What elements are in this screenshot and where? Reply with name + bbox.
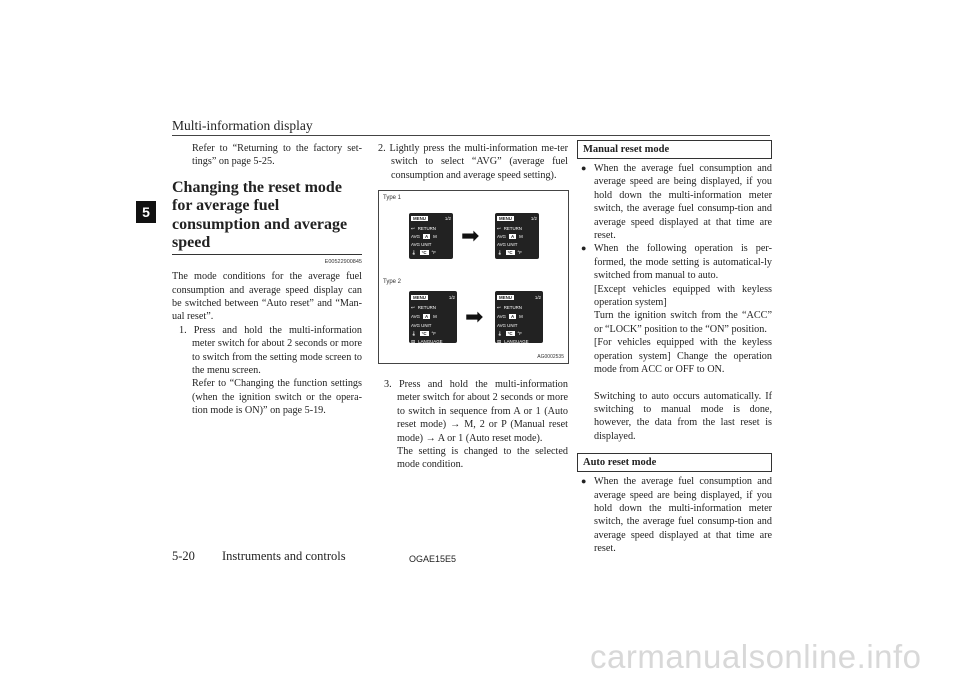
intro-paragraph: The mode conditions for the average fuel consumption and average speed display can be switched between “Auto reset” and “Man-ual reset”. [172,271,362,323]
unit-c: °C [507,331,513,336]
page-indicator: 1/2 [534,295,541,300]
display-screen [495,213,539,259]
manual-bullet-2-note: Switching to auto occurs automatically. If switching to manual mode is done, however, the data from the last reset is displayed. [594,390,772,442]
running-header: Multi-information display [172,118,313,133]
column-middle [378,142,568,182]
avg-unit-label: AVG UNIT [411,242,432,247]
avg-unit-label: AVG UNIT [411,323,432,328]
return-label: RETURN [503,305,522,310]
mode-a: A [424,314,429,319]
watermark[interactable]: carmanualsonline.info [590,638,922,675]
mode-m: M [519,314,523,319]
arrow-right-icon: ➡ [465,305,484,330]
manual-bullet-1: ● When the average fuel consumption and average speed are being displayed, if you hold down the multi-information meter switch, the average fuel consump-tion and average speed displayed at that time are reset. [581,162,772,242]
display-screen [409,291,457,343]
column-middle-steps [384,378,568,472]
unit-f: °F [431,250,436,255]
unit-c: °C [507,250,513,255]
thermometer-icon: 🌡 [497,330,503,336]
menu-label: MENU [413,295,426,300]
thermometer-icon: 🌡 [411,330,417,336]
unit-c: °C [421,250,427,255]
header-rule [172,135,770,136]
ref-code: E00522900845 [324,258,362,265]
mode-a: A [510,314,515,319]
step-3: 3. Press and hold the multi-information meter switch for about 2 seconds or more to switch in sequence from A or 1 (Auto reset mode) → M, 2 or P (Manual reset mode) → A or 1 (Auto reset mode). [384,379,568,444]
unit-f: °F [517,331,522,336]
avg-label: AVG [497,314,506,319]
intro-text: Refer to “Returning to the factory set-tings” on page 5-25. [192,143,362,168]
language-label: LANGUAGE [504,339,529,344]
thermometer-icon: 🌡 [497,249,503,255]
avg-label: AVG [411,234,420,239]
manual-bullet-2: ● When the following operation is per-formed, the mode setting is automatical-ly switched from manual to auto. [581,242,772,282]
step-1-note: Refer to “Changing the function settings (when the ignition switch or the opera-tion mode is ON)” on page 5-19. [192,378,362,417]
page-indicator: 1/2 [530,216,537,221]
return-label: RETURN [417,226,436,231]
return-label: RETURN [503,226,522,231]
arrow-right-icon: ➡ [461,224,480,249]
mode-a: A [424,234,429,239]
mode-m: M [433,314,437,319]
footer-section: Instruments and controls [222,549,346,563]
column-right [577,140,772,556]
mode-a: A [510,234,515,239]
step-3-note: The setting is changed to the selected mode condition. [397,446,568,471]
section-heading: Changing the reset mode for average fuel consumption and average speed [172,178,348,252]
thermometer-icon: 🌡 [411,249,417,255]
mode-m: M [519,234,523,239]
return-icon: ↩ [497,304,501,310]
avg-unit-label: AVG UNIT [497,242,518,247]
mode-m: M [433,234,437,239]
heading-rule [172,254,362,255]
figure-code: AG0002535 [537,354,564,360]
page-number: 5-20 [172,549,195,563]
return-label: RETURN [417,305,436,310]
footer-code: OGAE15E5 [409,554,457,564]
type-1-label: Type 1 [383,195,402,201]
language-icon: ▤ [411,338,416,344]
auto-bullet-1: ● When the average fuel consumption and average speed are being displayed, if you hold down the multi-information meter switch, the average fuel consump-tion and average speed displayed at that time are reset. [581,475,772,555]
menu-figure [378,190,569,364]
page-indicator: 1/2 [444,216,451,221]
menu-label: MENU [413,216,426,221]
step-2: 2. Lightly press the multi-information me-ter switch to select “AVG” (average fuel consumption and average speed setting). [378,143,568,181]
avg-label: AVG [411,314,420,319]
manual-bullet-2-except: [Except vehicles equipped with keyless operation system] [594,283,772,309]
step-1: 1. Press and hold the multi-information meter switch for about 2 seconds or more to switch from the setting mode screen to the menu screen. [179,324,362,377]
display-screen [409,213,453,259]
manual-bullet-2-keyless: [For vehicles equipped with the keyless operation system] Change the operation mode from ACC or OFF to ON. [594,337,772,376]
column-left [172,142,362,418]
type-2-label: Type 2 [383,279,402,285]
return-icon: ↩ [497,225,501,231]
display-screen [495,291,543,343]
avg-unit-label: AVG UNIT [497,323,518,328]
page-indicator: 1/2 [448,295,455,300]
unit-c: °C [421,331,427,336]
unit-f: °F [517,250,522,255]
language-label: LANGUAGE [418,339,443,344]
menu-label: MENU [499,295,512,300]
menu-label: MENU [499,216,512,221]
return-icon: ↩ [411,304,415,310]
return-icon: ↩ [411,225,415,231]
chapter-tab: 5 [136,201,156,223]
manual-reset-title: Manual reset mode [577,140,772,159]
unit-f: °F [431,331,436,336]
avg-label: AVG [497,234,506,239]
manual-bullet-2-turn: Turn the ignition switch from the “ACC” or “LOCK” position to the “ON” position. [594,310,772,335]
language-icon: ▤ [497,338,502,344]
auto-reset-title: Auto reset mode [577,453,772,472]
